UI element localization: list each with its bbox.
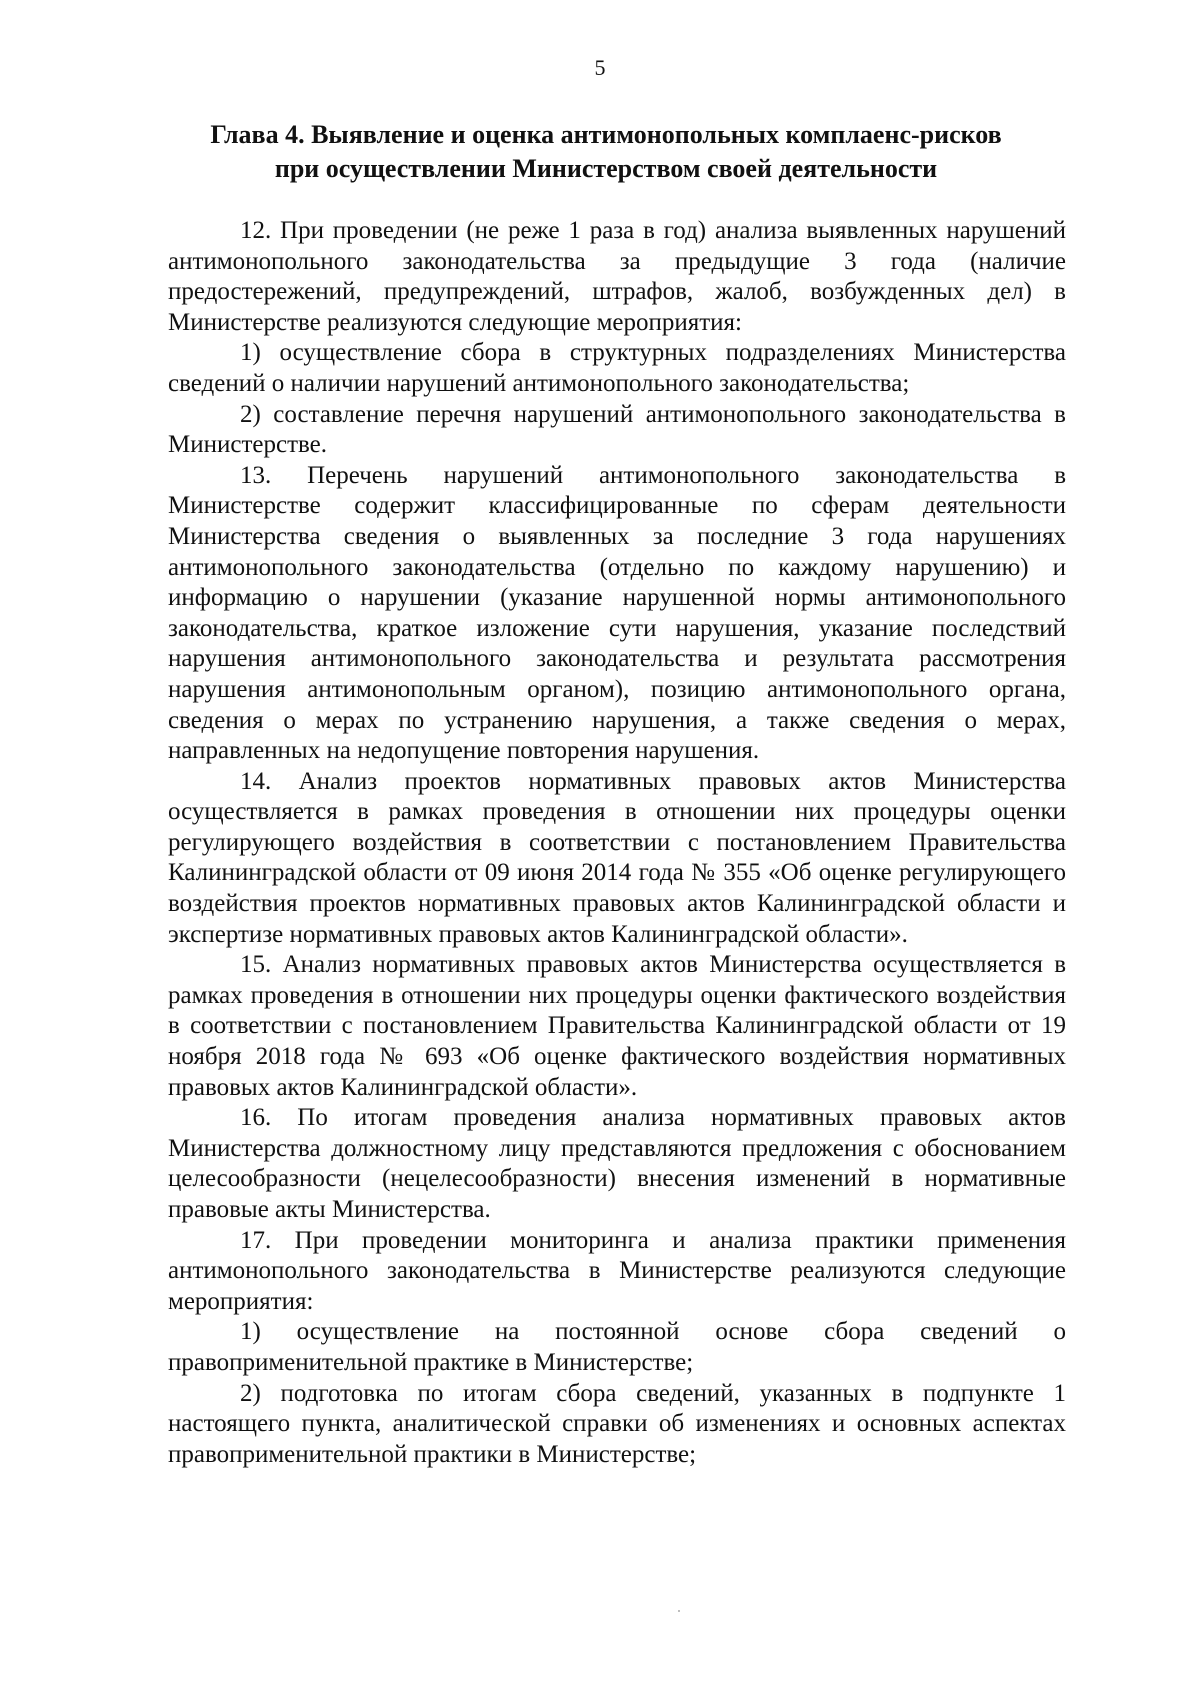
paragraph-15: 15. Анализ нормативных правовых актов Министерства осуществляется в рамках проведения в отношении них процедуры оценки фактического воздействия в соответствии с постановлением Правительства Калининградской области от 19 ноября 2018 года № 693 «Об оценке фактического воздействия нормативных правовых актов Калининградской области». [168,951,1066,1101]
paragraph-12-item-1: 1) осуществление сбора в структурных подразделениях Министерства сведений о наличии нарушений антимонопольного законодательства; [168,339,1066,397]
document-body [168,216,1066,1470]
paragraph-17-item-1: 1) осуществление на постоянной основе сбора сведений о правоприменительной практике в Министерстве; [168,1318,1066,1376]
paragraph-17-item-2: 2) подготовка по итогам сбора сведений, указанных в подпункте 1 настоящего пункта, аналитической справки об изменениях и основных аспектах правоприменительной практики в Министерстве; [168,1379,1066,1468]
paragraph-13: 13. Перечень нарушений антимонопольного законодательства в Министерстве содержит классифицированные по сферам деятельности Министерства сведения о выявленных за последние 3 года нарушениях антимонопольного законодательства (отдельно по каждому нарушению) и информацию о нарушении (указание нарушенной нормы антимонопольного законодательства, краткое изложение сути нарушения, указание последствий нарушения антимонопольного законодательства и результата рассмотрения нарушения антимонопольным органом), позицию антимонопольного органа, сведения о мерах по устранению нарушения, а также сведения о мерах, направленных на недопущение повторения нарушения. [168,461,1066,765]
paragraph-17: 17. При проведении мониторинга и анализа практики применения антимонопольного законодательства в Министерстве реализуются следующие мероприятия: [168,1226,1066,1315]
paragraph-16: 16. По итогам проведения анализа нормативных правовых актов Министерства должностному лицу представляются предложения с обоснованием целесообразности (нецелесообразности) внесения изменений в нормативные правовые акты Министерства. [168,1104,1066,1223]
paragraph-14: 14. Анализ проектов нормативных правовых актов Министерства осуществляется в рамках проведения в отношении них процедуры оценки регулирующего воздействия в соответствии с постановлением Правительства Калининградской области от 09 июня 2014 года № 355 «Об оценке регулирующего воздействия проектов нормативных правовых актов Калининградской области и экспертизе нормативных правовых актов Калининградской области». [168,767,1066,948]
chapter-title-line-2: при осуществлении Министерством своей деятельности [274,154,938,183]
chapter-title-line-1: Глава 4. Выявление и оценка антимонопольных комплаенс-рисков [210,120,1002,149]
paragraph-12-item-2: 2) составление перечня нарушений антимонопольного законодательства в Министерстве. [168,400,1066,459]
paragraph-12: 12. При проведении (не реже 1 раза в год) анализа выявленных нарушений антимонопольного законодательства за предыдущие 3 года (наличие предостережений, предупреждений, штрафов, жалоб, возбужденных дел) в Министерстве реализуются следующие мероприятия: [168,217,1066,336]
page-number: 5 [594,55,606,80]
scan-dot [678,1610,680,1612]
chapter-title [150,118,1062,186]
